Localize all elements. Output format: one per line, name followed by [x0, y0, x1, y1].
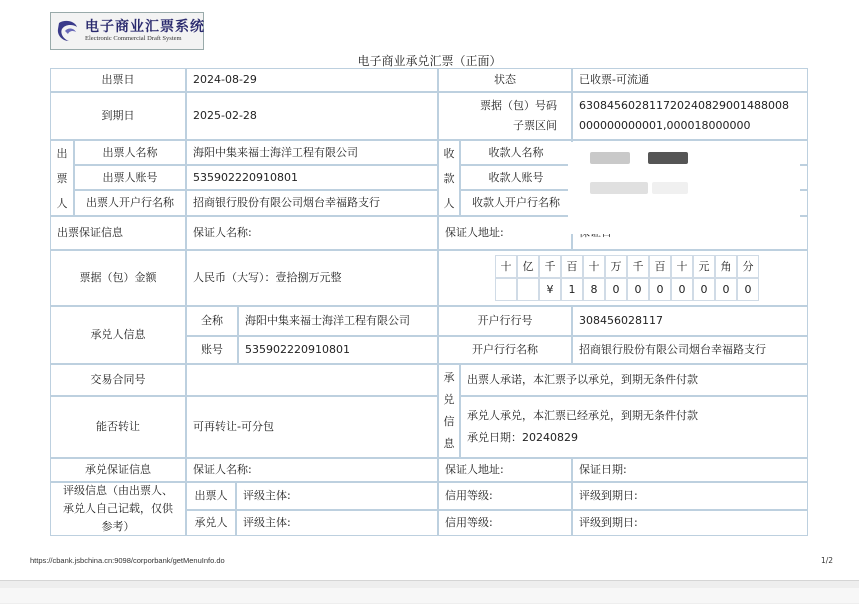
drawer-bank-label: 出票人开户行名称: [74, 190, 186, 216]
amount-label: 票据（包）金额: [50, 250, 186, 306]
amount-unit-cell: 分: [737, 255, 759, 278]
drawer-account-label: 出票人账号: [74, 165, 186, 190]
guarantee-info-label: 出票保证信息: [50, 216, 186, 250]
bill-number-label: 票据（包）号码: [480, 99, 557, 112]
system-logo: [50, 12, 204, 50]
bill-number-value: 630845602811720240829001488008: [579, 99, 789, 112]
rating-drawer-expiry-label: 评级到期日:: [572, 482, 808, 510]
issue-date-value: 2024-08-29: [186, 68, 438, 92]
rating-info-label: 评级信息（由出票人、承兑人自己记载，仅供参考）: [50, 482, 186, 536]
amount-unit-cell: 万: [605, 255, 627, 278]
amount-digit-cell: 1: [561, 278, 583, 301]
logo-swirl-icon: [55, 17, 81, 45]
payee-bank-label: 收款人开户行名称: [460, 190, 572, 216]
amount-unit-cell: 千: [627, 255, 649, 278]
acceptance-guarantee-label: 承兑保证信息: [50, 458, 186, 482]
page-number: 1/2: [821, 556, 834, 565]
status-value: 已收票-可流通: [572, 68, 808, 92]
amount-digit-cell: ¥: [539, 278, 561, 301]
acceptor-info-label: 承兑人信息: [50, 306, 186, 364]
acceptor-bank-name-value: 招商银行股份有限公司烟台幸福路支行: [572, 336, 808, 364]
rating-drawer-subject-label: 评级主体:: [236, 482, 438, 510]
redacted-payee-area: [568, 142, 800, 234]
sub-range-label: 子票区间: [513, 119, 557, 132]
rating-acceptor-expiry-label: 评级到期日:: [572, 510, 808, 536]
acceptor-bank-name-label: 开户行行名称: [438, 336, 572, 364]
due-date-label: 到期日: [50, 92, 186, 140]
amount-unit-cell: 元: [693, 255, 715, 278]
amount-digit-cell: 8: [583, 278, 605, 301]
amount-unit-cell: 百: [649, 255, 671, 278]
drawer-name-value: 海阳中集来福士海洋工程有限公司: [186, 140, 438, 165]
amount-unit-cell: 百: [561, 255, 583, 278]
acceptor-promise: 承兑人承兑，本汇票已经承兑，到期无条件付款: [467, 409, 698, 422]
amount-unit-cell: 角: [715, 255, 737, 278]
amount-digit-cell: 0: [649, 278, 671, 301]
amount-digit-cell: [517, 278, 539, 301]
acceptance-guarantee-date-label: 保证日期:: [572, 458, 808, 482]
drawer-account-value: 535902220910801: [186, 165, 438, 190]
amount-unit-cell: 千: [539, 255, 561, 278]
amount-unit-cell: 十: [495, 255, 517, 278]
acceptor-bank-no-value: 308456028117: [572, 306, 808, 336]
document-title: 电子商业承兑汇票（正面）: [357, 54, 502, 68]
bill-table: [50, 68, 808, 536]
transferable-value: 可再转让-可分包: [186, 396, 438, 458]
amount-digit-cell: 0: [693, 278, 715, 301]
amount-unit-cell: 十: [583, 255, 605, 278]
issue-date-label: 出票日: [50, 68, 186, 92]
amount-digit-cell: 0: [605, 278, 627, 301]
amount-digit-cell: 0: [715, 278, 737, 301]
amount-digit-cell: 0: [671, 278, 693, 301]
payee-account-label: 收款人账号: [460, 165, 572, 190]
rating-drawer-label: 出票人: [186, 482, 236, 510]
acceptor-account-value: 535902220910801: [238, 336, 438, 364]
acceptor-promise-block: [460, 396, 808, 458]
drawer-promise: 出票人承诺，本汇票予以承兑，到期无条件付款: [460, 364, 808, 396]
bill-number-values: [572, 92, 808, 140]
amount-unit-cell: 亿: [517, 255, 539, 278]
acceptor-full-name-value: 海阳中集来福士海洋工程有限公司: [238, 306, 438, 336]
logo-chinese-name: 电子商业汇票系统: [85, 19, 205, 35]
acceptor-account-label: 账号: [186, 336, 238, 364]
acceptance-guarantor-name-label: 保证人名称:: [186, 458, 438, 482]
rating-drawer-level-label: 信用等级:: [438, 482, 572, 510]
rating-acceptor-level-label: 信用等级:: [438, 510, 572, 536]
guarantor-address-label: 保证人地址:: [438, 216, 572, 250]
rating-acceptor-label: 承兑人: [186, 510, 236, 536]
due-date-value: 2025-02-28: [186, 92, 438, 140]
amount-in-words: 人民币（大写）：壹拾捌万元整: [186, 250, 438, 306]
contract-number-value: [186, 364, 438, 396]
amount-digit-cell: [495, 278, 517, 301]
accept-date: 承兑日期：20240829: [467, 431, 578, 444]
payee-name-label: 收款人名称: [460, 140, 572, 165]
logo-english-name: Electronic Commercial Draft System: [85, 35, 182, 42]
acceptance-info-group-label: 承 兑 信 息: [438, 364, 460, 458]
payee-group-label: 收 款 人: [438, 140, 460, 216]
guarantor-name-label: 保证人名称:: [186, 216, 438, 250]
drawer-group-label: 出 票 人: [50, 140, 74, 216]
sub-range-value: 000000000001,000018000000: [579, 119, 751, 132]
drawer-name-label: 出票人名称: [74, 140, 186, 165]
bottom-bar-inner: [0, 588, 859, 603]
rating-acceptor-subject-label: 评级主体:: [236, 510, 438, 536]
acceptor-bank-no-label: 开户行行号: [438, 306, 572, 336]
status-label: 状态: [438, 68, 572, 92]
contract-number-label: 交易合同号: [50, 364, 186, 396]
amount-digit-cell: 0: [627, 278, 649, 301]
bill-number-labels: [438, 92, 572, 140]
drawer-bank-value: 招商银行股份有限公司烟台幸福路支行: [186, 190, 438, 216]
transferable-label: 能否转让: [50, 396, 186, 458]
page-url: https://cbank.jsbchina.cn:9098/corporbank/getMenuInfo.do: [30, 556, 225, 565]
acceptor-full-name-label: 全称: [186, 306, 238, 336]
amount-digit-cell: 0: [737, 278, 759, 301]
amount-unit-cell: 十: [671, 255, 693, 278]
amount-digit-grid: [438, 250, 808, 306]
acceptance-guarantor-address-label: 保证人地址:: [438, 458, 572, 482]
